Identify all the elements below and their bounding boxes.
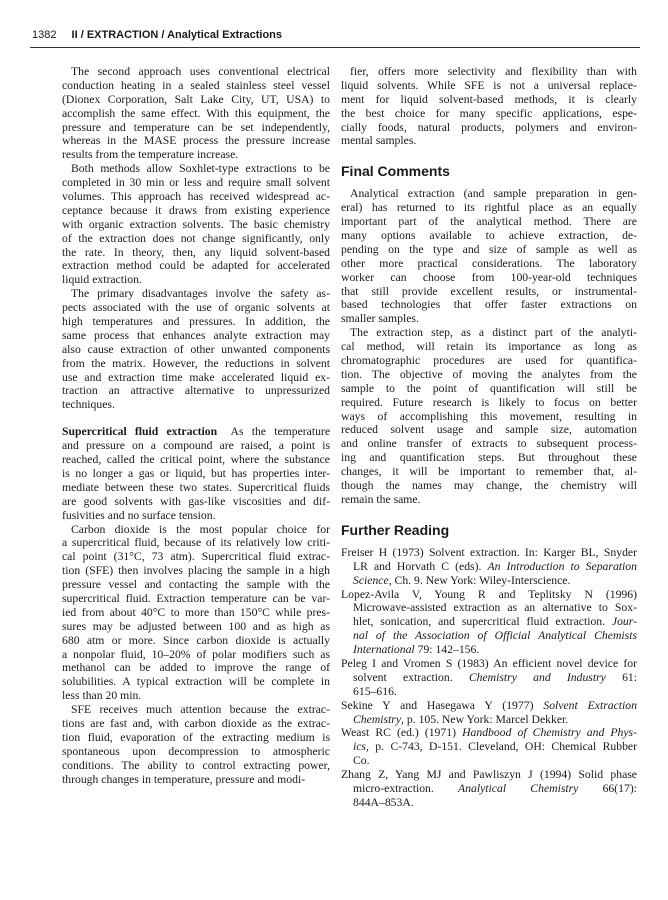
text-line — [341, 368, 637, 382]
line-text: that still provide excellent results, or instrumental- — [341, 284, 637, 298]
line-text: ceptance because it draws from existing experience — [62, 203, 330, 217]
line-text: fusivities and no surface tension. — [62, 508, 216, 522]
text-line — [341, 410, 637, 424]
line-text: smaller samples. — [341, 312, 419, 326]
line-text: use and extraction time make accelerated liquid ex- — [62, 370, 330, 384]
text-line — [62, 606, 330, 620]
line-text: and online transfer of extracts to subsequent process- — [341, 437, 637, 451]
line-text: eral) has returned to its rightful place as an equally — [341, 201, 637, 215]
reference-text: solvent extraction. — [353, 670, 469, 684]
line-text: pending on the type and size of sample as well as — [341, 242, 637, 256]
text-line — [62, 661, 330, 675]
line-text: techniques. — [62, 398, 115, 412]
line-text: reduced solvent usage and sample size, automation — [341, 423, 637, 437]
text-line — [341, 187, 637, 201]
line-text: tions are fast and, with carbon dioxide as the extrac- — [62, 716, 330, 730]
reference-line — [341, 768, 637, 782]
text-line — [62, 246, 330, 260]
reference-text: An Introduction to Separation — [487, 559, 637, 573]
line-text: other more practical considerations. The laboratory — [341, 256, 637, 270]
reference-text: Chemistry and Industry — [468, 670, 606, 684]
line-text: of the extraction does not change significantly, only — [62, 231, 330, 245]
paragraph-gap — [62, 412, 330, 425]
text-line — [62, 634, 330, 648]
line-text: spontaneous upon decompression to atmospheric — [62, 744, 330, 758]
text-line — [62, 481, 330, 495]
line-text: a nonpolar fluid, 10–20% of polar modifiers such as — [62, 647, 330, 661]
reference-line — [341, 671, 637, 685]
text-line — [62, 759, 330, 773]
text-line — [341, 201, 637, 215]
line-text: ment for liquid solvent-based methods, it is clearly — [341, 92, 637, 106]
reference-line — [341, 782, 637, 796]
line-text: The extraction step, as a distinct part of the analyti- — [350, 326, 637, 340]
line-text: The second approach uses conventional electrical — [71, 65, 330, 78]
text-line — [62, 439, 330, 453]
reference-line — [341, 713, 637, 727]
line-text: required. Future research is likely to focus on better — [341, 395, 637, 409]
text-line — [341, 93, 637, 107]
paragraph — [341, 65, 637, 148]
reference-text: International — [353, 643, 415, 657]
text-line — [62, 648, 330, 662]
line-text: ways of accomplishing this movement, resulting in — [341, 409, 637, 423]
line-text: the best choice for many specific applications, espe- — [341, 106, 637, 120]
reference-line — [341, 560, 637, 574]
line-text: and pressure on a compound are raised, a point is — [62, 439, 330, 453]
text-line — [62, 509, 330, 523]
line-text: tion. The objective of moving the analytes from the — [341, 367, 637, 381]
reference-line — [341, 588, 637, 602]
line-text: the rate. In theory, then, any liquid solvent-based — [62, 245, 330, 259]
line-text: traction an attractive alternative to unpressurized — [62, 384, 330, 398]
running-header — [32, 29, 282, 41]
line-text: ing and quantification steps. But throughout these — [341, 451, 637, 465]
text-line — [62, 232, 330, 246]
line-text: (Dionex Corporation, Salt Lake City, UT, USA) to — [62, 92, 330, 106]
text-line — [341, 493, 637, 507]
text-line — [62, 689, 330, 703]
line-text: conditions. The ability to control extracting power, — [62, 758, 330, 772]
text-line — [62, 65, 330, 79]
text-line — [341, 257, 637, 271]
line-text: pressure and temperature can be set independently, — [62, 120, 330, 134]
running-head: II / EXTRACTION / Analytical Extractions — [71, 29, 283, 41]
line-text: Both methods allow Soxhlet-type extractions to be — [71, 162, 330, 176]
text-line — [62, 315, 330, 329]
text-line — [341, 396, 637, 410]
line-text: cal method, will retain its importance as long as — [341, 340, 637, 354]
text-line — [341, 121, 637, 135]
text-line — [62, 425, 330, 439]
reference-text: micro-extraction. — [353, 781, 459, 795]
line-text: 680 atm or more. Since carbon dioxide is actually — [62, 633, 330, 647]
reference-text: Peleg I and Vromen S (1983) An efficient novel device for — [341, 656, 637, 670]
text-line — [62, 357, 330, 371]
reference-text: nal of the Association of Official Analytical Chemists — [353, 629, 637, 643]
line-text: chromatographic procedures are used for quantifica- — [341, 354, 637, 368]
text-line — [341, 423, 637, 437]
text-line — [62, 176, 330, 190]
line-text: ied from about 40°C to more than 150°C while pres- — [62, 605, 330, 619]
line-text: cal point (31°C, 73 atm). Supercritical fluid extrac- — [62, 550, 330, 564]
header-rule — [30, 47, 640, 48]
line-text: sample to the point of quantification will still be — [341, 381, 637, 395]
text-line — [62, 564, 330, 578]
line-text: through changes in temperature, pressure and modi- — [62, 772, 306, 786]
reference-text: Chemistry — [353, 712, 402, 726]
line-text: are good solvents with gas-like viscosities and dif- — [62, 494, 330, 508]
line-text: conduction heating in a sealed stainless steel vessel — [62, 78, 330, 92]
line-text: supercritical fluid. Extraction temperature can be var- — [62, 591, 330, 605]
line-text: changes, it will be important to remember that, al- — [341, 465, 637, 479]
text-line — [62, 218, 330, 232]
text-line — [341, 354, 637, 368]
line-text: important part of the analytical method. There are — [341, 215, 637, 229]
text-line — [62, 134, 330, 148]
line-text: results from the temperature increase. — [62, 148, 239, 162]
reference-line — [341, 685, 637, 699]
text-line — [62, 592, 330, 606]
text-line — [62, 287, 330, 301]
text-line — [62, 495, 330, 509]
line-text: completed in 30 min or less and require small solvent — [62, 176, 330, 190]
text-line — [62, 79, 330, 93]
line-text: a supercritical fluid, because of its relatively low criti- — [62, 536, 330, 550]
text-line — [62, 259, 330, 273]
text-line — [341, 479, 637, 493]
text-line — [62, 384, 330, 398]
text-line — [341, 437, 637, 451]
line-text: same process that enhances analyte extraction may — [62, 328, 330, 342]
reference-text: Co. — [353, 754, 370, 768]
text-line — [341, 326, 637, 340]
reference-text: Zhang Z, Yang MJ and Pawliszyn J (1994) Solid phase — [341, 768, 637, 782]
paragraph — [62, 65, 330, 162]
line-text: tion fluid, evaporation of the extracting medium is — [62, 730, 330, 744]
line-text: whereas in the MASE process the pressure increase — [62, 134, 330, 148]
text-line — [341, 382, 637, 396]
text-line — [62, 620, 330, 634]
line-text: Carbon dioxide is the most popular choice for — [71, 522, 330, 536]
reference-text: Jour- — [611, 615, 637, 629]
text-line — [341, 465, 637, 479]
text-line — [62, 273, 330, 287]
section-heading-final-comments: Final Comments — [341, 163, 450, 180]
reference-line — [341, 546, 637, 560]
line-text: from the matrix. However, the reductions in solvent — [62, 356, 330, 370]
line-text: high temperatures and pressures. In addition, the — [62, 315, 330, 329]
text-line — [62, 107, 330, 121]
line-text: Analytical extraction (and sample preparation in gen- — [350, 187, 637, 201]
reference-entry — [341, 588, 637, 657]
line-text: sures may be adjusted between 100 and as high as — [62, 619, 330, 633]
text-line — [341, 271, 637, 285]
text-line — [62, 675, 330, 689]
line-text: mental samples. — [341, 134, 417, 148]
text-line — [341, 312, 637, 326]
reference-line — [341, 699, 637, 713]
text-line — [341, 243, 637, 257]
paragraph — [62, 162, 330, 287]
reference-text: , Ch. 9. New York: Wiley-Interscience. — [388, 573, 571, 587]
reference-text: Microwave-assisted extraction as an alternative to Sox- — [353, 601, 637, 615]
text-line — [341, 298, 637, 312]
reference-text: Sekine Y and Hasegawa Y (1977) — [341, 698, 544, 712]
text-line — [62, 162, 330, 176]
text-line — [62, 343, 330, 357]
line-text: remain the same. — [341, 492, 421, 506]
reference-line — [341, 629, 637, 643]
text-line — [62, 93, 330, 107]
text-line — [62, 773, 330, 787]
reference-text: 615–616. — [353, 684, 397, 698]
text-line — [62, 578, 330, 592]
reference-text: , p. 105. New York: Marcel Dekker. — [401, 712, 569, 726]
line-text: with organic extraction solvents. The basic chemistry — [62, 217, 330, 231]
line-text: extraction method could be adapted for accelerated — [62, 259, 330, 273]
reference-entry — [341, 726, 637, 768]
line-text: based technologies that offer faster extractions on — [341, 298, 637, 312]
reference-line — [341, 796, 637, 810]
text-line — [62, 190, 330, 204]
left-column — [62, 65, 330, 786]
text-line — [62, 371, 330, 385]
reference-text: Science — [353, 573, 389, 587]
line-text: tion (SFE) then involves placing the sample in a high — [62, 564, 330, 578]
text-line — [62, 204, 330, 218]
reference-text: 844A–853A. — [353, 795, 414, 809]
text-line — [62, 148, 330, 162]
reference-line — [341, 740, 637, 754]
reference-line — [341, 574, 637, 588]
reference-text: Freiser H (1973) Solvent extraction. In: Karger BL, Snyder — [341, 545, 637, 559]
text-line — [341, 229, 637, 243]
text-line — [341, 285, 637, 299]
text-line — [62, 398, 330, 412]
line-text: less than 20 min. — [62, 689, 142, 703]
reference-entry — [341, 699, 637, 727]
text-line — [62, 301, 330, 315]
text-line — [62, 745, 330, 759]
line-text: liquid extraction. — [62, 273, 142, 287]
line-text: pressure vessel and contacting the sample with the — [62, 578, 330, 592]
paragraph — [62, 523, 330, 704]
line-text: liquid solvents. While SFE is not a universal replace- — [341, 78, 637, 92]
reference-line — [341, 643, 637, 657]
text-line — [341, 65, 637, 79]
text-line — [62, 329, 330, 343]
reference-text: Lopez-Avila V, Young R and Teplitsky N (1996) — [341, 587, 637, 601]
reference-text: LR and Horvath C (eds). — [353, 559, 488, 573]
run-in-heading: Supercritical fluid extraction — [62, 425, 218, 439]
text-line — [62, 550, 330, 564]
text-line — [62, 536, 330, 550]
reference-line — [341, 726, 637, 740]
reference-text: Handbood of Chemistry and Phys- — [462, 726, 637, 740]
line-text: volumes. This approach has received widespread ac- — [62, 190, 330, 204]
paragraph — [62, 287, 330, 412]
line-text: pects associated with the use of organic solvents at — [62, 301, 330, 315]
line-text: accomplish the same effect. With this equipment, the — [62, 106, 330, 120]
line-text: many options available to achieve extraction, de- — [341, 229, 637, 243]
reference-text: , p. C-743, D-151. Cleveland, OH: Chemical Rubber — [365, 740, 637, 754]
line-text: cially foods, natural products, polymers and environ- — [341, 120, 637, 134]
reference-text: Solvent Extraction — [543, 698, 637, 712]
line-text: is no longer a gas or liquid, but has properties inter- — [62, 466, 330, 480]
text-line — [341, 215, 637, 229]
line-text: SFE receives much attention because the extrac- — [71, 703, 330, 717]
reference-line — [341, 601, 637, 615]
reference-line — [341, 754, 637, 768]
page-number: 1382 — [32, 29, 57, 41]
line-text: though the names may change, the chemistry will — [341, 479, 637, 493]
right-column — [341, 65, 637, 810]
text-line — [62, 523, 330, 537]
text-line — [62, 121, 330, 135]
text-line — [62, 703, 330, 717]
text-line — [341, 451, 637, 465]
text-line — [341, 134, 637, 148]
reference-text: Weast RC (ed.) (1971) — [341, 726, 463, 740]
reference-entry — [341, 768, 637, 810]
line-text: mediate between these two states. Supercritical fluids — [62, 480, 330, 494]
section-heading-further-reading: Further Reading — [341, 521, 450, 538]
line-text: As the temperature — [230, 425, 331, 439]
reference-text: 79: 142–156. — [414, 643, 480, 657]
reference-entry — [341, 657, 637, 699]
text-line — [341, 107, 637, 121]
line-text: worker can choose from 100-year-old techniques — [341, 270, 637, 284]
line-text: also cause extraction of other unwanted components — [62, 342, 330, 356]
paragraph — [341, 326, 637, 507]
paragraph — [62, 703, 330, 786]
line-text: The primary disadvantages involve the safety as- — [71, 287, 330, 301]
reference-text: ics — [353, 740, 366, 754]
reference-text: 66(17): — [578, 781, 637, 795]
reference-text: 61: — [605, 670, 638, 684]
reference-line — [341, 615, 637, 629]
text-line — [62, 717, 330, 731]
text-line — [62, 467, 330, 481]
paragraph — [341, 187, 637, 326]
paragraph — [62, 425, 330, 522]
reference-line — [341, 657, 637, 671]
text-line — [62, 453, 330, 467]
text-line — [341, 340, 637, 354]
line-text: reached, called the critical point, where the substance — [62, 453, 330, 467]
text-line — [341, 79, 637, 93]
text-line — [62, 731, 330, 745]
line-text: methanol can be added to improve the range of — [62, 661, 330, 675]
reference-text: Analytical Chemistry — [458, 781, 579, 795]
line-text: solubilities. A typical extraction will be complete in — [62, 675, 330, 689]
line-text: fier, offers more selectivity and flexibility than with — [350, 65, 637, 78]
reference-text: hlet, sonication, and supercritical fluid extraction. — [353, 615, 612, 629]
reference-entry — [341, 546, 637, 588]
